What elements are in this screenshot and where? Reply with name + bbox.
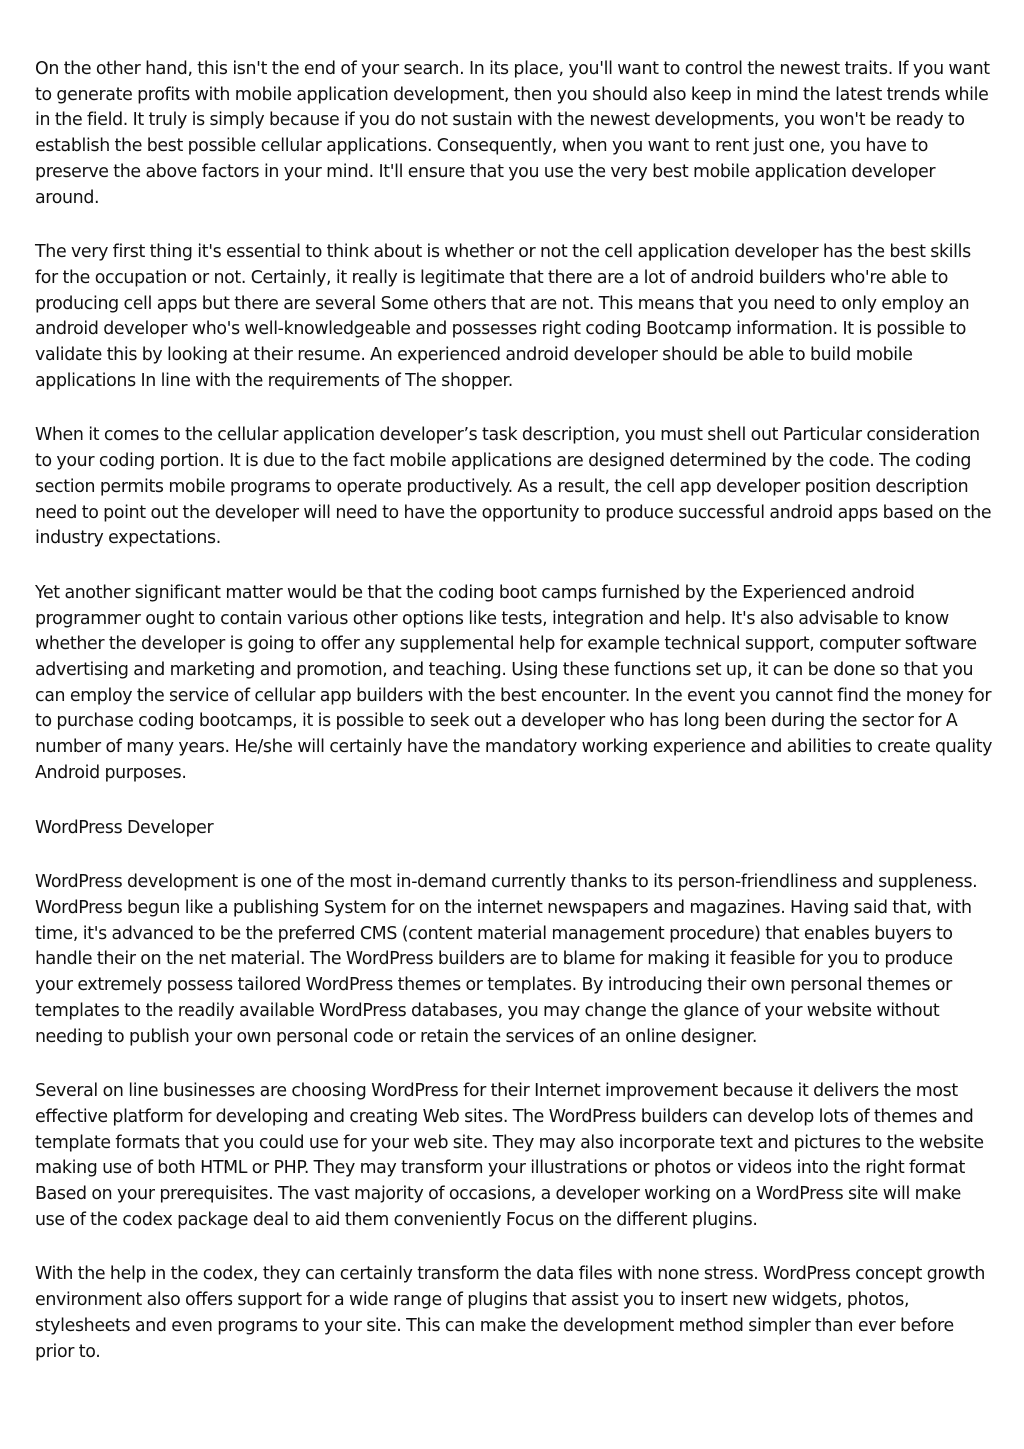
paragraph-wordpress-businesses: Several on line businesses are choosing WordPress for their Internet improvement because it delivers the most effective platform for developing and creating Web sites. The WordPress builders can develop lots of themes and template formats that you could use for your web site. They may also incorporate text and pictures to the website making use of both HTML or PHP. They may transform your illustrations or photos or videos into the right format Based on your prerequisites. The vast majority of occasions, a developer working on a WordPress site will make use of the codex package deal to aid them conveniently Focus on the different plugins. bbox=[35, 1081, 984, 1230]
paragraph-task-description: When it comes to the cellular application developer’s task description, you must shell out Particular consideration to your coding portion. It is due to the fact mobile applications are designed determined by the code. The coding section permits mobile programs to operate productively. As a result, the cell app developer position description need to point out the developer will need to have the opportunity to produce successful android apps based on the industry expectations. bbox=[35, 425, 992, 549]
paragraph-wordpress-development: WordPress development is one of the most in-demand currently thanks to its person-friendliness and suppleness. WordPress begun like a publishing System for on the internet newspapers and magazines. Having said that, with time, it's advanced to be the preferred CMS (content material management procedure) that enables buyers to handle their on the net material. The WordPress builders are to blame for making it feasible for you to produce your extremely possess tailored WordPress themes or templates. By introducing their own personal themes or templates to the readily available WordPress databases, you may change the glance of your website without needing to publish your own personal code or retain the services of an online designer. bbox=[35, 872, 978, 1047]
paragraph-developer-skills: The very first thing it's essential to think about is whether or not the cell application developer has the best skills for the occupation or not. Certainly, it really is legitimate that there are a lot of android builders who're able to producing cell apps but there are several Some others that are not. This means that you need to only employ an android developer who's well-knowledgeable and possesses right coding Bootcamp information. It is possible to validate this by looking at their resume. An experienced android developer should be able to build mobile applications In line with the requirements of The shopper. bbox=[35, 242, 971, 391]
paragraph-coding-bootcamps: Yet another significant matter would be that the coding boot camps furnished by the Experienced android programmer ought to contain various other options like tests, integration and help. It's also advisable to know whether the developer is going to offer any supplemental help for example technical support, computer software advertising and marketing and promotion, and teaching. Using these functions set up, it can be done so that you can employ the service of cellular app builders with the best encounter. In the event you cannot find the money for to purchase coding bootcamps, it is possible to seek out a developer who has long been during the sector for A number of many years. He/she will certainly have the mandatory working experience and abilities to create quality Android purposes. bbox=[35, 582, 993, 783]
document-body bbox=[35, 57, 995, 1394]
paragraph-wordpress-codex: With the help in the codex, they can certainly transform the data files with none stress. WordPress concept growth environment also offers support for a wide range of plugins that assist you to insert new widgets, photos, stylesheets and even programs to your site. This can make the development method simpler than ever before prior to. bbox=[35, 1264, 986, 1362]
paragraph-mobile-trends: On the other hand, this isn't the end of your search. In its place, you'll want to control the newest traits. If you want to generate profits with mobile application development, then you should also keep in mind the latest trends while in the field. It truly is simply because if you do not sustain with the newest developments, you won't be ready to establish the best possible cellular applications. Consequently, when you want to rent just one, you have to preserve the above factors in your mind. It'll ensure that you use the very best mobile application developer around. bbox=[35, 59, 990, 208]
section-heading-wordpress: WordPress Developer bbox=[35, 817, 214, 838]
